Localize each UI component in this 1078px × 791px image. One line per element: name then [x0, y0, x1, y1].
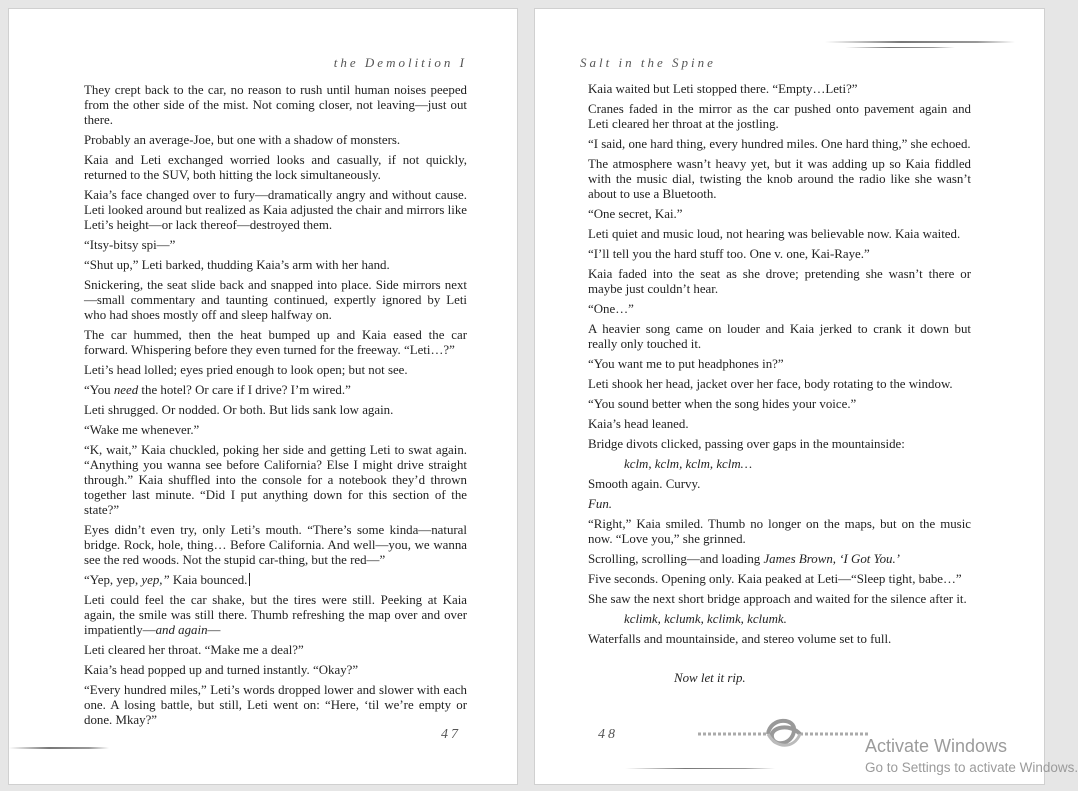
text-run: Scrolling, scrolling—and loading: [588, 552, 764, 566]
paragraph: Five seconds. Opening only. Kaia peaked at Leti—“Sleep tight, babe…”: [588, 572, 962, 586]
watermark-subtitle: Go to Settings to activate Windows.: [865, 760, 1078, 775]
closing-line: Now let it rip.: [674, 671, 746, 685]
activation-watermark: [865, 736, 1078, 775]
paragraph: Smooth again. Curvy.: [588, 477, 701, 491]
paragraph: Waterfalls and mountainside, and stereo volume set to full.: [588, 632, 892, 646]
watermark-title: Activate Windows: [865, 736, 1008, 756]
sound-effect: kclm, kclm, kclm, kclm…: [624, 457, 753, 471]
paragraph: Eyes didn’t even try, only Leti’s mouth. “There’s some kinda—natural bridge. Rock, hole, thing… Before California. And well—you, we wanna see the red woods. Not the stupid car-thing, but the red—”: [84, 523, 467, 567]
paragraph: Cranes faded in the mirror as the car pushed onto pavement again and Leti cleared her throat at the jostling.: [588, 102, 971, 131]
text-run: the hotel? Or care if I drive? I’m wired.”: [138, 383, 351, 397]
decorative-rule: [845, 47, 955, 48]
paragraph: Leti shrugged. Or nodded. Or both. But lids sank low again.: [84, 403, 394, 417]
italic-run: need: [113, 383, 139, 397]
paragraph: “I said, one hard thing, every hundred miles. One hard thing,” she echoed.: [588, 137, 971, 151]
paragraph: They crept back to the car, no reason to rush until human noises peeped from the other side of the mist. Not coming closer, not leaving—just out there.: [84, 83, 467, 127]
running-header: the Demolition I: [333, 55, 467, 70]
text-run: “You: [84, 383, 114, 397]
paragraph: [84, 383, 467, 398]
paragraph: Bridge divots clicked, passing over gaps in the mountainside:: [588, 437, 905, 451]
paragraph: “Wake me whenever.”: [84, 423, 200, 437]
paragraph: The car hummed, then the heat bumped up and Kaia eased the car forward. Whispering before they even turned for the freeway. “Leti…?”: [84, 328, 467, 357]
text-run: “Yep, yep,: [84, 573, 142, 587]
paragraph: “Right,” Kaia smiled. Thumb no longer on the maps, but on the music now. “Love you,” she grinned.: [588, 517, 971, 546]
paragraph: Kaia’s head leaned.: [588, 417, 689, 431]
page-number: 48: [598, 727, 618, 742]
paragraph: Kaia’s face changed over to fury—dramatically angry and without cause. Leti looked around but realized as Kaia adjusted the chair and mirrors like Leti’s height—or lack thereof—destroyed them.: [84, 188, 467, 232]
paragraph: “One secret, Kai.”: [588, 207, 683, 221]
paragraph: Kaia’s head popped up and turned instantly. “Okay?”: [84, 663, 359, 677]
decorative-rule: [9, 747, 109, 749]
text-run: —: [207, 623, 221, 637]
knot-ornament-icon: [698, 713, 870, 753]
paragraph: Kaia faded into the seat as she drove; pretending she wasn’t there or maybe just couldn’t hear.: [588, 267, 971, 296]
paragraph: “I’ll tell you the hard stuff too. One v. one, Kai-Raye.”: [588, 247, 870, 261]
italic-run: and again: [155, 623, 208, 637]
paragraph: “You want me to put headphones in?”: [588, 357, 784, 371]
paragraph: Leti’s head lolled; eyes pried enough to look open; but not see.: [84, 363, 408, 377]
paragraph: “One…”: [588, 302, 634, 316]
paragraph: Probably an average-Joe, but one with a shadow of monsters.: [84, 133, 401, 147]
paragraph: [588, 552, 971, 567]
italic-run: James Brown, ‘I Got You.’: [763, 552, 900, 566]
paragraph: “You sound better when the song hides your voice.”: [588, 397, 857, 411]
right-page: [534, 8, 1045, 785]
paragraph: Leti shook her head, jacket over her face, body rotating to the window.: [588, 377, 953, 391]
paragraph: “Shut up,” Leti barked, thudding Kaia’s arm with her hand.: [84, 258, 390, 272]
text-run: Kaia bounced.: [169, 573, 248, 587]
paragraph: Kaia waited but Leti stopped there. “Empty…Leti?”: [588, 82, 858, 96]
body-text: [84, 83, 467, 733]
paragraph: [84, 593, 467, 638]
paragraph: She saw the next short bridge approach and waited for the silence after it.: [588, 592, 967, 606]
paragraph: “Every hundred miles,” Leti’s words dropped lower and slower with each one. A losing battle, but still, Leti went on: “Here, ‘til we’re empty or done. Mkay?”: [84, 683, 467, 727]
page-number: 47: [441, 727, 461, 742]
paragraph: A heavier song came on louder and Kaia jerked to crank it down but really only touched it.: [588, 322, 971, 351]
decorative-rule: [625, 768, 775, 769]
paragraph: The atmosphere wasn’t heavy yet, but it was adding up so Kaia fiddled with the music dial, twisting the knob around the radio like she wasn’t about to use a Bluetooth.: [588, 157, 971, 201]
italic-run: yep,”: [141, 573, 170, 587]
body-text: [588, 82, 971, 691]
text-cursor: [249, 573, 250, 586]
sound-effect: kclimk, kclumk, kclimk, kclumk.: [624, 612, 787, 626]
text-run: Leti could feel the car shake, but the tires were still. Peeking at Kaia again, the smile was still there. Thumb refreshing the map over and over impatiently—: [84, 593, 467, 637]
paragraph: Snickering, the seat slide back and snapped into place. Side mirrors next—small commentary and taunting continued, expertly ignored by Leti who had shoes mostly off and sleep halfway on.: [84, 278, 467, 322]
paragraph: Fun.: [588, 497, 612, 511]
paragraph: “Itsy-bitsy spi—”: [84, 238, 176, 252]
running-header: Salt in the Spine: [580, 55, 716, 70]
left-page: [8, 8, 518, 785]
paragraph: “K, wait,” Kaia chuckled, poking her side and getting Leti to swat again. “Anything you wanna see before California? Else I might drive straight through.” Kaia shuffled into the console for a notebook they’d thrown together last minute. “Did I put anything down for this section of the state?”: [84, 443, 467, 517]
paragraph: Kaia and Leti exchanged worried looks and casually, if not quickly, returned to the SUV, both hitting the lock simultaneously.: [84, 153, 467, 182]
paragraph[interactable]: [84, 573, 467, 588]
paragraph: Leti quiet and music loud, not hearing was believable now. Kaia waited.: [588, 227, 961, 241]
paragraph: Leti cleared her throat. “Make me a deal?”: [84, 643, 304, 657]
decorative-rule: [825, 41, 1015, 43]
